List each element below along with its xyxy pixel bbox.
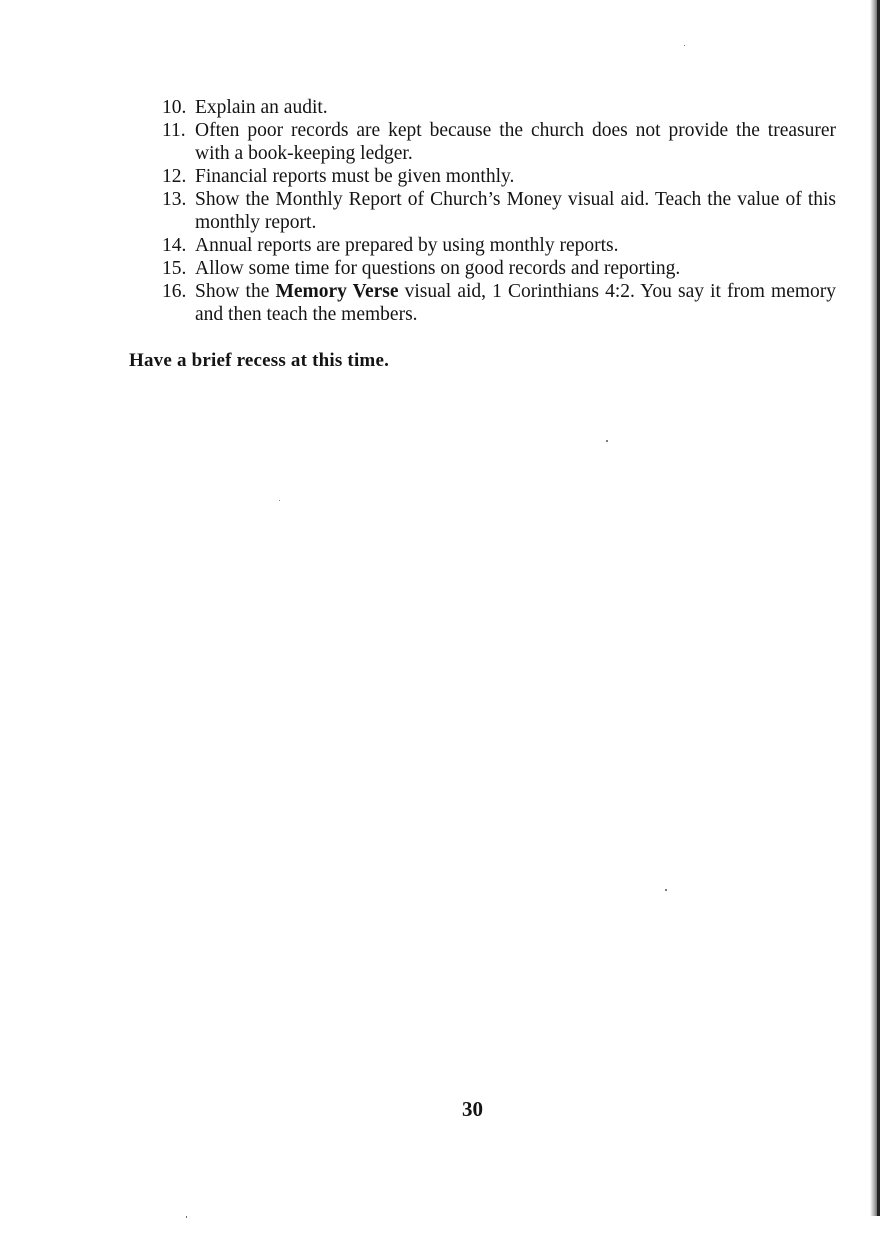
item-text: Allow some time for questions on good records and reporting. bbox=[195, 258, 681, 279]
item-number: 13. bbox=[162, 189, 187, 210]
list-item bbox=[162, 280, 836, 326]
item-number: 16. bbox=[162, 281, 187, 302]
list-item bbox=[162, 234, 836, 257]
item-number: 14. bbox=[162, 235, 187, 256]
list-item bbox=[162, 96, 836, 119]
scan-speck bbox=[684, 45, 685, 46]
list-item bbox=[162, 188, 836, 234]
page-number: 30 bbox=[462, 1097, 483, 1121]
item-number: 10. bbox=[162, 97, 187, 118]
item-number: 11. bbox=[162, 120, 186, 141]
list-item bbox=[162, 165, 836, 188]
item-number: 12. bbox=[162, 166, 187, 187]
memory-verse-label: Memory Verse bbox=[275, 281, 399, 302]
item-text-before: Show the bbox=[195, 281, 276, 302]
list-item bbox=[162, 119, 836, 165]
scan-speck bbox=[186, 1216, 187, 1218]
scan-speck bbox=[665, 889, 667, 891]
item-text bbox=[195, 280, 836, 326]
instruction-list bbox=[162, 96, 836, 326]
list-item bbox=[162, 257, 836, 280]
item-number: 15. bbox=[162, 258, 187, 279]
recess-note: Have a brief recess at this time. bbox=[129, 350, 390, 371]
item-text-after: visual aid, 1 Corinthians 4:2. You say it from memory and then teach the members. bbox=[195, 281, 837, 325]
item-text: Annual reports are prepared by using monthly reports. bbox=[195, 235, 619, 256]
scan-speck bbox=[279, 500, 280, 501]
item-text: Show the Monthly Report of Church’s Money visual aid. Teach the value of this monthly report. bbox=[195, 189, 836, 233]
scan-speck bbox=[606, 440, 608, 442]
item-text: Financial reports must be given monthly. bbox=[195, 166, 515, 187]
item-text: Explain an audit. bbox=[195, 97, 328, 118]
item-text: Often poor records are kept because the church does not provide the treasurer with a book-keeping ledger. bbox=[195, 120, 836, 164]
